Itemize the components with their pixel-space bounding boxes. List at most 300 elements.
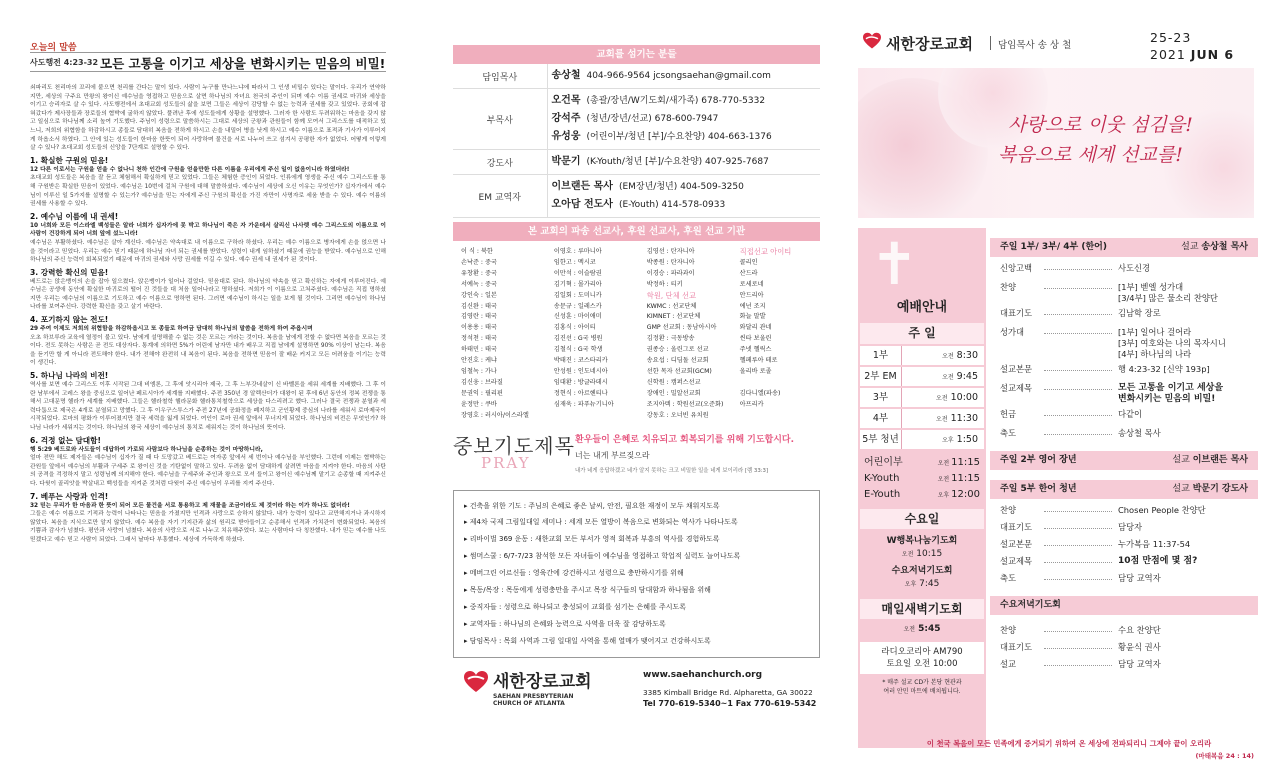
staff-name: 강석주 — [551, 113, 581, 124]
wednesday-item-time — [858, 548, 986, 561]
prayer-item — [464, 531, 809, 548]
prayer-header — [453, 428, 820, 484]
sermon-section-text: 그들은 예수 이름으로 기적과 능력이 나타나는 믿음을 가졌지만 인격과 사랑으로 승하지 않았다. 내가 능력이 있다고 교만해지거나 과시하지 않았다. 복음을 지식으로만 알지 않았다. 예수 복음을 자기 기지관과 삶의 원리로 받아들이고 순종해서 인격과 가치관이 변화되었다. 복음의 기쁨과 감사가 넘쳤다. 평안과 사랑이 넘쳤다. 복음의 사랑으로 서로 나누고 치유해주었다. 보는 사람마다 다 칭찬했다. 내가 믿는 예수를 나도 믿겠다고 예수 믿고 사람이 되었다. 그래서 날마다 부흥했다. 세상에 가득하게 하셨다. — [30, 511, 386, 543]
mission-item: 씬타 보울린 — [739, 335, 772, 343]
prayer-item — [464, 633, 809, 650]
order-value: [1부] 일어나 걸어라 [3부] 여호와는 나의 목자시니 [4부] 하나님의 나라 — [1118, 327, 1226, 359]
wednesday-item-name: 수요저녁기도회 — [891, 566, 953, 576]
triangle-bullet-icon: ▸ — [464, 569, 470, 578]
staff-lines — [547, 150, 820, 175]
mission-item: 신성훈 : 마이애미 — [553, 313, 602, 321]
staff-info: (청년/장년/선교) 678-600-7947 — [586, 114, 719, 124]
mission-item: 김신완 : 태국 — [461, 302, 497, 310]
dotted-leader — [1044, 282, 1112, 289]
order1-title: 주일 1부/ 3부/ 4부 (한어) — [1000, 242, 1107, 252]
prayer-item — [464, 616, 809, 633]
sunday-service-row — [860, 388, 984, 407]
order-value: 황윤식 권사 — [1118, 642, 1161, 652]
wednesday-item — [858, 535, 986, 561]
mission-item: 박정하 : 티키 — [646, 280, 683, 288]
mission-item: 김다니엘(파송) — [739, 389, 781, 397]
order-value: 담당 교역자 — [1118, 573, 1161, 583]
order-key: 설교본문 — [1000, 364, 1033, 374]
prayer-list — [453, 490, 820, 658]
staff-info: (K-Youth/청년 [부]/수요찬양) 407-925-7687 — [586, 157, 769, 167]
mission-group-heading: 직접선교 아이티 — [739, 247, 792, 256]
service-time — [938, 471, 980, 487]
staff-lines — [547, 175, 820, 218]
mission-item: 임한고 : 멕시코 — [553, 258, 596, 266]
sermon-section-text: 얼마 전만 해도 제자들은 예수님이 십자가 질 때 다 도망갔고 베드로는 여자종 앞에서 세 번이나 예수님을 부인했다. 그런데 이제는 협박하는 관원들 앞에서 예수님의 부활과 구세주 로 왕이신 것을 기탄없이 말하고 있다. 두려움 없이 담대하게 살려면 마음을 지켜야 한다. 마음의 사탄의 공격을 걱정하지 말고 성령님께 의지해야 한다. 예수님을 구세주와 주인과 왕으로 모셔 들이고 왕이신 예수님께 맡기고 순종할 때 지켜주신다. 다윗이 골리앗을 박살내고 백성들을 지켜준 것처럼 다윗이 주신 예수님이 우리를 지켜 주신다. — [30, 455, 386, 487]
sunday-times — [858, 346, 986, 449]
service-time-value: 8:30 — [956, 350, 978, 361]
service-time-value: 12:00 — [951, 489, 980, 500]
prayer-item-text: 교역자들 : 하나님의 은혜와 능력으로 사역을 더욱 잘 감당하도록 — [469, 619, 666, 628]
radio-line-2: 토요일 오전 10:00 — [886, 659, 958, 669]
mission-item: 문권익 : 필리핀 — [461, 389, 503, 397]
dotted-leader — [1044, 383, 1112, 390]
order-key: 신앙고백 — [1000, 263, 1033, 273]
order-key: 대표기도 — [1000, 308, 1033, 318]
order4-rows — [990, 615, 1258, 674]
mission-item: 장영호 : 러시아/이스라엘 — [461, 411, 529, 419]
mission-item: 서예녹 : 중국 — [461, 280, 497, 288]
slogan-text — [998, 110, 1193, 170]
issue-number: 25-23 — [1150, 30, 1192, 45]
order1-preacher: 송상철 목사 — [1201, 242, 1248, 252]
radio-line-1: 라디오코리아 AM790 — [881, 647, 963, 657]
service-ampm: 오후 — [937, 492, 950, 499]
order-key: 헌금 — [1000, 409, 1017, 419]
youth-service-row — [858, 487, 986, 503]
order-key: 설교본문 — [1000, 539, 1033, 549]
header-church-name: 새한장로교회 — [886, 35, 973, 53]
order-key: 설교제목 — [1000, 383, 1033, 393]
missions-col-3 — [647, 247, 740, 422]
sermon-section-verse: 행 5:29 베드로와 사도들이 대답하여 가로되 사람보다 하나님을 순종하는 것이 마땅하니라, — [30, 446, 263, 453]
sermon-section-heading: 6. 걱정 없는 담대함! — [30, 435, 101, 445]
cd-note-2: 여러 안민 마트에 배치됩니다. — [883, 688, 961, 695]
mission-item: 김영란 : 태국 — [461, 313, 497, 321]
order-key: 축도 — [1000, 573, 1017, 583]
sermon-section-heading: 4. 포기하지 않는 전도! — [30, 315, 109, 325]
cd-note — [858, 678, 986, 696]
service-label: E-Youth — [864, 489, 901, 500]
dawn-ampm: 오전 — [903, 626, 916, 633]
sunday-service-row — [860, 430, 984, 449]
staff-table — [453, 64, 820, 218]
order-value: 담당 교역자 — [1118, 659, 1161, 669]
sermon-section-heading: 1. 확실한 구원의 믿음! — [30, 155, 109, 165]
triangle-bullet-icon: ▸ — [464, 501, 470, 510]
service-label: 어린이부 — [864, 457, 903, 468]
prayer-item — [464, 599, 809, 616]
staff-info: (어린이부/청년 [부]/수요찬양) 404-663-1376 — [586, 132, 772, 142]
service-time-value: 1:50 — [956, 434, 978, 445]
order3-heading — [990, 480, 1258, 499]
dawn-time-value: 5:45 — [918, 624, 941, 634]
mission-item: 강동호 : 오너빈 유치원 — [646, 411, 709, 419]
staff-line — [552, 67, 817, 85]
missions-col-4 — [740, 247, 814, 422]
staff-name: 오건목 — [551, 95, 581, 106]
info-column — [427, 0, 850, 778]
service-ampm: 오전 — [901, 551, 914, 558]
mission-item: KIMNET : 선교단체 — [646, 313, 701, 321]
order1-preacher-label: 설교 — [1181, 242, 1199, 252]
youth-service-row — [858, 471, 986, 487]
missions-title: 본 교회의 파송 선교사, 후원 선교사, 후원 선교 기관 — [453, 222, 820, 241]
order3-preacher: 박문기 강도사 — [1192, 484, 1248, 494]
service-time-value: 11:15 — [951, 457, 980, 468]
service-ampm: 오전 — [942, 374, 954, 381]
mission-item: 조지아텍 : 학원선교(오준화) — [646, 400, 724, 408]
mission-item: 산드라 — [739, 269, 758, 277]
service-time-value: 11:30 — [950, 413, 978, 424]
mission-item: 이영호 : 루마니아 — [553, 248, 602, 255]
order-value: Chosen People 찬양단 — [1118, 505, 1206, 515]
issue-day: JUN 6 — [1190, 47, 1235, 62]
mission-item: 송문규 : 일레스카 — [553, 302, 602, 310]
sermon-title: 모든 고통을 이기고 세상을 변화시키는 믿음의 비밀! — [100, 56, 386, 71]
triangle-bullet-icon: ▸ — [464, 636, 470, 645]
order-row — [990, 520, 1258, 537]
prayer-item-text: 중직자들 : 성령으로 하나되고 충성되이 교회를 섬기는 은혜를 주시도록 — [469, 602, 687, 611]
service-label: 4부 — [860, 409, 902, 428]
church-footer — [453, 666, 820, 726]
sunday-service-row — [860, 409, 984, 428]
mission-item: 김일회 : 도미니카 — [553, 291, 602, 299]
footer-tel: Tel 770-619-5340~1 Fax 770-619-5342 — [643, 698, 817, 708]
service-label: 2부 EM — [860, 367, 902, 386]
prayer-item — [464, 514, 809, 531]
staff-info: 404-966-9564 jcsongsaehan@gmail.com — [586, 71, 771, 81]
staff-row — [453, 89, 820, 150]
cd-note-1: * 매주 설교 CD가 본당 현관과 — [882, 679, 962, 686]
triangle-bullet-icon: ▸ — [464, 619, 470, 628]
prayer-item-text: 건축을 위한 기도 : 주님의 은혜로 좋은 날씨, 안전, 필요한 재정이 모두 채워지도록 — [469, 501, 720, 510]
mission-item: 김진선 : G국 병원 — [553, 335, 603, 343]
mission-item: 정현식 : 아르헨티나 — [553, 389, 608, 397]
order-column — [858, 0, 1280, 778]
order-row — [990, 623, 1258, 640]
prayer-item-text: 리바이벌 369 운동 : 새한교회 모든 부서가 영적 회복과 부흥의 역사를 경험하도록 — [469, 535, 720, 544]
dotted-leader — [1044, 642, 1112, 649]
service-ampm: 오전 — [936, 416, 948, 423]
mission-item: GMP 선교회 : 동남아시아 — [646, 324, 717, 332]
service-time — [938, 487, 980, 503]
sermon-section-text: 예수님은 부활하셨다. 예수님은 살아 계신다. 예수님은 약속대로 내 이름으로 구하라 하셨다. 우리는 예수 이름으로 병자에게 손을 얹으면 나을 것이라고 믿었다. 우리는 예수 믿기 때문에 하나님 자녀 되는 권세를 받았다. 성령이 내게 임하셨기 때문에 권능을 받았다. 예수님으로 인해 하나님의 주신 능력이 회복되었기 때문에 마귀의 권세와 사망 권세를 이길 수 있다. 예수 권세 내 권세가 된 것이다. — [30, 239, 386, 264]
order-value: 모든 고통을 이기고 세상을 변화시키는 믿음의 비밀! — [1118, 383, 1224, 404]
prayer-item — [464, 548, 809, 565]
dotted-leader — [1044, 659, 1112, 666]
triangle-bullet-icon: ▸ — [464, 518, 470, 527]
service-label: K-Youth — [864, 473, 900, 484]
sermon-section-heading: 3. 강력한 확신의 믿음! — [30, 267, 109, 277]
service-ampm: 오전 — [937, 476, 950, 483]
issue-date — [1150, 47, 1234, 62]
order1-heading — [990, 238, 1258, 257]
sermon-sections — [30, 156, 386, 545]
order2-title: 주일 2부 영어 장년 — [1000, 455, 1077, 465]
order-key: 설교제목 — [1000, 556, 1033, 566]
service-label: 5부 청년 — [860, 430, 902, 449]
mission-item: 김기혁 : 몰가리아 — [553, 280, 602, 288]
staff-line — [552, 178, 817, 196]
service-time — [902, 413, 984, 424]
mission-item: 이 식 : 북한 — [461, 248, 493, 255]
mission-item: 임대환 : 방글라데시 — [553, 378, 608, 386]
dotted-leader — [1044, 364, 1112, 371]
triangle-bullet-icon: ▸ — [464, 586, 470, 595]
mission-item: 하태민 : 태국 — [461, 346, 497, 354]
mission-item: 정석천 : 태국 — [461, 335, 497, 343]
mission-group-heading: 학원, 단체 선교 — [646, 290, 697, 300]
mission-item: 안성원 : 인도네시아 — [553, 367, 608, 375]
staff-info: (총괄/장년/W기도회/새가족) 678-770-5332 — [586, 96, 766, 106]
sermon-section-heading: 2. 예수님 이름에 내 권세! — [30, 211, 119, 221]
mission-item: 김영선 : 탄자니아 — [646, 248, 695, 255]
issue-year: 2021 — [1150, 47, 1186, 62]
sunday-service-row — [860, 346, 984, 365]
dawn-heading: 매일새벽기도회 — [860, 599, 984, 619]
staff-role: 담임목사 — [453, 64, 547, 89]
missions-col-1 — [461, 247, 554, 422]
sermon-column — [0, 0, 420, 778]
staff-role: EM 교역자 — [453, 175, 547, 218]
dotted-leader — [1044, 327, 1112, 334]
youth-times — [858, 455, 986, 503]
mission-item: 김신웅 : 브라질 — [461, 378, 503, 386]
service-time — [938, 455, 980, 471]
header-pastor: 담임목사 송 상 철 — [998, 40, 1072, 51]
order-key: 대표기도 — [1000, 522, 1033, 532]
service-time — [902, 392, 984, 403]
mission-item: 김철식 : G국 학생 — [553, 346, 603, 354]
prayer-item-text: 썸머스쿨 : 6/7-7/23 참석한 모든 자녀들이 예수님을 영접하고 학업적 실력도 늘어나도록 — [469, 552, 741, 561]
prayer-headline: 환우들이 은혜로 치유되고 회복되기를 위해 기도합시다. — [575, 434, 795, 445]
staff-line — [552, 196, 817, 214]
worship-sidebar — [858, 228, 986, 748]
staff-title: 교회를 섬기는 분들 — [453, 45, 820, 64]
service-ampm: 오전 — [942, 353, 954, 360]
wednesday-times — [858, 535, 986, 591]
order2-preacher-label: 설교 — [1172, 455, 1190, 465]
prayer-brush-title: 중보기도제목 — [453, 433, 575, 458]
bottom-verse-text: 이 천국 복음이 모든 민족에게 증거되기 위하여 온 세상에 전파되리니 그제야 끝이 오리라 — [926, 739, 1212, 748]
sermon-section-verse: 12 다른 이로서는 구원을 얻을 수 없나니 천하 인간에 구원을 얻을만한 다른 이름을 우리에게 주신 일이 없음이니라 하였더라! — [30, 166, 350, 173]
mission-item: 콜리인 — [739, 258, 758, 266]
dotted-leader — [1044, 428, 1112, 435]
staff-info: (E-Youth) 414-578-0933 — [618, 200, 726, 210]
mission-item: 이만석 : 이슬람권 — [553, 269, 602, 277]
mission-item: 김정환 : 극동방송 — [646, 335, 695, 343]
prayer-item-text: 제4차 국제 그림일대일 세미나 : 세계 모든 열방이 복음으로 변화되는 역사가 나타나도록 — [469, 518, 738, 527]
sermon-reference: 사도행전 4:23-32 — [30, 58, 99, 67]
order-value: 송상철 목사 — [1118, 428, 1161, 438]
sermon-section-verse: 10 너희와 모든 이스라엘 백성들은 알라 너희가 십자가에 못 박고 하나님이 죽은 자 가운데서 살리신 나사렛 예수 그리스도의 이름으로 이 사람이 건강하게 되어 너희 앞에 섰느니라! — [30, 222, 386, 238]
mission-item: 이경승 : 파라과이 — [646, 269, 695, 277]
mission-item: 박종원 : 탄자니아 — [646, 258, 695, 266]
footer-church-en — [493, 693, 574, 707]
order-row — [990, 362, 1258, 381]
mission-item: 안진호 : 케냐 — [461, 357, 497, 365]
staff-name: 오아담 전도사 — [551, 199, 613, 210]
order-key: 성가대 — [1000, 327, 1025, 337]
order-key: 찬양 — [1000, 625, 1017, 635]
order-value: 다같이 — [1118, 409, 1143, 419]
mission-item: 올리바 로졸 — [739, 367, 772, 375]
sermon-section-verse: 29 주여 이제도 저희의 위협함을 하감하옵시고 또 종들로 하여금 담대히 하나님의 말씀을 전하게 하여 주옵시며 — [30, 326, 313, 333]
order-value: 사도신경 — [1118, 263, 1151, 273]
order-value: 수요 찬양단 — [1118, 625, 1161, 635]
radio-info — [860, 642, 984, 674]
order-value: 10점 만점에 몇 점? — [1118, 556, 1198, 566]
mission-item: 송요섭 : 디딤돌 선교회 — [646, 357, 709, 365]
order-value: [1부] 벧엘 성가대 [3/4부] 많은 물소리 찬양단 — [1118, 282, 1218, 303]
dotted-leader — [1044, 505, 1112, 512]
service-time — [902, 434, 984, 445]
service-ampm: 오전 — [937, 460, 950, 467]
prayer-verse: 너는 내게 부르짖으라 — [575, 450, 650, 460]
staff-row — [453, 150, 820, 175]
header-logo-icon — [862, 32, 882, 50]
triangle-bullet-icon: ▸ — [464, 602, 470, 611]
service-time-value: 11:15 — [951, 473, 980, 484]
worship-title: 예배안내 — [896, 300, 948, 315]
mission-item: 박태진 : 코스타리카 — [553, 357, 608, 365]
order-row — [990, 426, 1258, 445]
wednesday-heading: 수요일 — [860, 509, 984, 529]
order2-preacher: 이브랜든 목사 — [1192, 455, 1248, 465]
dotted-leader — [1044, 308, 1112, 315]
mission-item: 손낙준 : 중국 — [461, 258, 497, 266]
sermon-section-text: 역사를 보면 예수 그리스도 이후 시작된 그대 비엠론, 그 후에 앗시리아 제국, 그 후 느부갓네살이 신 바벨론을 세워 세계를 지배했다. 그 후 이란 남부에서 고레스 왕을 중심으로 일어난 페르시아가 세계를 지배했다. 주전 350년 경 알렉산더가 대왕이 된 후에 6년 동안의 정복 전쟁을 통해서 고대문명 헬라가 세계를 지배했다. 그들은 헬라철학 헬라문화 헬라통치철학으로 세상을 다스리려고 했다. 그러나 결국 전쟁과 분열과 세력다툼으로 제국은 4개로 분열되고 망했다. 그 후 이우구스투스가 주전 27년에 공화정을 폐지하고 군인황제 중심의 나라를 세워서 로마제국이 시작되었다. 로마의 평화가 이루어졌지만 결국 세력을 잃게 되었다. 여인이 로마 권세 앞에서 무너지게 되었다. 하나님의 비전은 무엇인가? 하나님 나라가 세워지는 것이다. 하나님의 왕국 세상이 예수님의 통치로 세워지는 것이 하나님의 뜻이다. — [30, 382, 386, 431]
mission-item: 임철녹 : 가나 — [461, 367, 497, 375]
mission-item: 신학원 : 캠퍼스선교 — [646, 378, 701, 386]
dotted-leader — [1044, 409, 1112, 416]
mission-item: 에넌 조지 — [739, 302, 766, 310]
order3-preacher-label: 설교 — [1172, 484, 1190, 494]
service-ampm: 오후 — [904, 581, 917, 588]
youth-service-row — [858, 455, 986, 471]
order-of-service — [990, 238, 1258, 674]
order-key: 찬양 — [1000, 505, 1017, 515]
bottom-verse-ref: (마태복음 24 : 14) — [1195, 752, 1254, 760]
order-row — [990, 657, 1258, 674]
order-key: 축도 — [1000, 428, 1017, 438]
order-row — [990, 537, 1258, 554]
order-row — [990, 571, 1258, 588]
slogan-line-1: 사랑으로 이웃 섬김을! — [1008, 114, 1193, 136]
order-value: 행 4:23-32 [신약 193p] — [1118, 364, 1210, 374]
service-time — [902, 350, 984, 361]
order3-rows — [990, 499, 1258, 588]
sermon-intro: 쇠파리도 천리마의 꼬리에 붙으면 천리를 간다는 말이 있다. 사람이 누구를 만나느냐에 따라서 그 인생 비밀수 있다는 말이다. 우리가 연약하지만, 세상의 구주요 만왕의 왕이신 예수님을 영접하고 믿음으로 살면 하나님의 자녀요 천국의 주인이 되며 예수 이름 권세로 마귀와 세상을 이기고 승리자로 살 수 있다. 사도행전에서 초대교회 성도들의 삶을 보면 그들은 세상이 감당할 수 없는 능력과 권세를 갖고 있었다. 공회에 잡혀갔다가 제사장들과 장로들의 협박에 굴하지 않았다. 풀려난 후에 성도들에게 상황을 설명했다. 그러자 한 사람도 두려워하는 마음을 갖지 않고 일심으로 하나님께 소리 높여 기도했다. 주님이 성령으로 말씀하시는 그대로 세상의 군왕과 관원들이 함께 모여서 그리스도를 대적하고 있느니, 저희의 위협함을 하감하시고 종들로 담대히 복음을 전하게 하시고 손을 내밀어 병을 낫게 하시고 예수 이름으로 표적과 기사가 이루어지게 하옵소서 하였다. 그 안에 있는 성도들이 한마음 한뜻이 되어 사랑하며 물건을 서로 나누어 쓰고 섬겨서 공평한 자가 없었다. 어떻게 이렇게 살 수 있나? 초대교회 성도들의 신앙을 7단계로 설명할 수 있다. — [30, 85, 386, 152]
order1-rows — [990, 257, 1258, 445]
dotted-leader — [1044, 539, 1112, 546]
staff-lines — [547, 64, 820, 89]
dotted-leader — [1044, 625, 1112, 632]
service-label: 3부 — [860, 388, 902, 407]
mission-item: 주넷 헬릭스 — [739, 346, 772, 354]
order-value: 누가복음 11:37-54 — [1118, 539, 1191, 549]
mission-item: 장애인 : 밀알선교회 — [646, 389, 701, 397]
mission-item: 로세로네 — [739, 280, 764, 288]
order-row — [990, 280, 1258, 306]
staff-line — [552, 110, 817, 128]
triangle-bullet-icon: ▸ — [464, 552, 470, 561]
mission-item — [740, 378, 814, 389]
mission-item: 이용용 : 태국 — [461, 324, 497, 332]
order-key: 찬양 — [1000, 282, 1017, 292]
service-time — [902, 371, 984, 382]
staff-name: 이브랜든 목사 — [551, 181, 613, 192]
cross-icon: ✝ — [870, 230, 919, 298]
sermon-label: 오늘의 말씀 — [30, 43, 77, 53]
staff-lines — [547, 89, 820, 150]
service-time-value: 10:15 — [916, 549, 943, 559]
prayer-en-title: PRAY — [481, 453, 531, 472]
order-row — [990, 306, 1258, 325]
mission-item: 심재욱 : 파푸뉴기니아 — [553, 400, 614, 408]
mission-item: 권종승 : 올린그로 선교 — [646, 346, 709, 354]
footer-url[interactable]: www.saehanchurch.org — [643, 669, 763, 680]
mission-item: 헬페루아 테로 — [739, 357, 778, 365]
order2-heading — [990, 451, 1258, 470]
mission-item: 윤정만 : 쿠바 — [461, 400, 497, 408]
order-row — [990, 261, 1258, 280]
order-value: 담당자 — [1118, 522, 1143, 532]
service-ampm: 오후 — [942, 437, 954, 444]
sermon-section-verse: 32 믿는 무리가 한 마음과 한 뜻이 되어 모든 물건을 서로 통용하고 제 재물을 조금이라도 제 것이라 하는 이가 하나도 없더라! — [30, 502, 350, 509]
staff-line — [552, 128, 817, 146]
mission-item: KWMC : 선교단체 — [646, 302, 697, 310]
header-divider — [990, 36, 991, 50]
order-row — [990, 407, 1258, 426]
wednesday-item-name: W행복나눔기도회 — [886, 536, 958, 546]
mission-item: 와달리 관네 — [739, 324, 772, 332]
dotted-leader — [1044, 556, 1112, 563]
dotted-leader — [1044, 263, 1112, 270]
staff-name: 박문기 — [551, 156, 581, 167]
order-row — [990, 640, 1258, 657]
service-time-value: 7:45 — [919, 579, 940, 589]
sermon-section-heading: 7. 베푸는 사랑과 인격! — [30, 491, 109, 501]
order-row — [990, 554, 1258, 571]
service-time-value: 10:00 — [950, 392, 978, 403]
staff-row — [453, 64, 820, 89]
staff-row — [453, 175, 820, 218]
missions-grid — [453, 241, 820, 422]
order3-title: 주일 5부 한어 청년 — [1000, 484, 1077, 494]
mission-item: 강인숙 : 일본 — [461, 291, 497, 299]
mission-item: 화늘 말발 — [739, 313, 766, 321]
church-logo-icon — [463, 670, 489, 694]
mission-item: 선한 목자 선교회(GCM) — [646, 367, 712, 375]
dawn-time — [858, 623, 986, 636]
footer-church-en-1: SAEHAN PRESBYTERIAN — [493, 692, 574, 700]
order-key: 설교 — [1000, 659, 1017, 669]
prayer-item-text: 목동/목장 : 목동에게 성령충만을 주시고 목장 식구들의 담대함과 하나됨을 위해 — [469, 586, 711, 595]
order4-heading — [990, 596, 1258, 615]
dotted-leader — [1044, 522, 1112, 529]
wednesday-item — [858, 565, 986, 591]
order-key: 대표기도 — [1000, 642, 1033, 652]
service-ampm: 오전 — [936, 395, 948, 402]
slogan-line-2: 복음으로 세계 선교를! — [998, 144, 1183, 166]
prayer-item — [464, 565, 809, 582]
